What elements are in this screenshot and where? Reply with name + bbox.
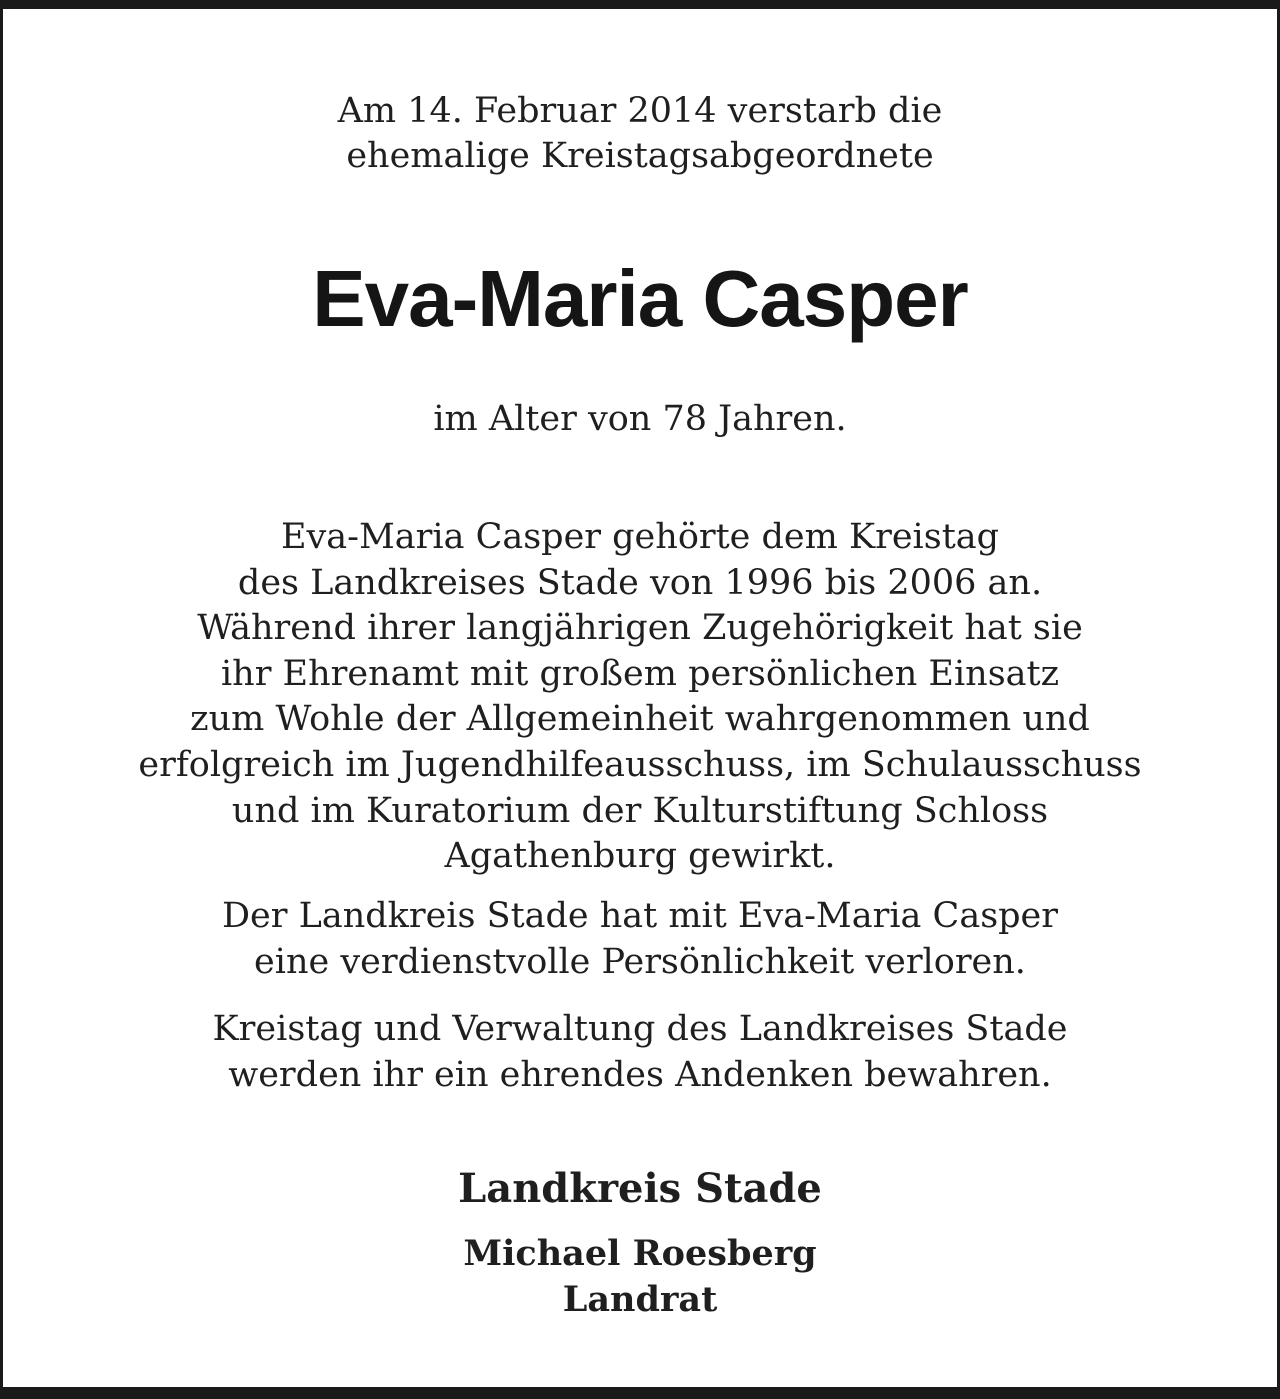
- intro-text: [3, 89, 1277, 179]
- paragraph-line: des Landkreises Stade von 1996 bis 2006 an.: [237, 562, 1043, 603]
- paragraph-line: erfolgreich im Jugendhilfeausschuss, im Schulausschuss: [138, 744, 1142, 785]
- paragraph-line: Der Landkreis Stade hat mit Eva-Maria Casper: [221, 896, 1059, 936]
- paragraph-line: werden ihr ein ehrendes Andenken bewahren.: [228, 1054, 1052, 1095]
- paragraph-line: Agathenburg gewirkt.: [444, 836, 836, 877]
- signature-organization: Landkreis Stade: [458, 1165, 822, 1212]
- age-text: im Alter von 78 Jahren.: [433, 399, 847, 439]
- paragraph-line: und im Kuratorium der Kulturstiftung Schloss: [231, 790, 1049, 831]
- paragraph-line: eine verdienstvolle Persönlichkeit verloren.: [254, 941, 1026, 982]
- intro-line: Am 14. Februar 2014 verstarb die: [337, 91, 943, 131]
- tribute-paragraph-1: [3, 515, 1277, 880]
- paragraph-line: Kreistag und Verwaltung des Landkreises Stade: [212, 1009, 1068, 1049]
- tribute-paragraph-2: [3, 894, 1277, 985]
- deceased-name: Eva-Maria Casper: [312, 254, 968, 343]
- signature-block: [3, 1231, 1277, 1323]
- intro-line: ehemalige Kreistagsabgeordnete: [346, 136, 934, 176]
- paragraph-line: zum Wohle der Allgemeinheit wahrgenommen und: [190, 699, 1090, 740]
- paragraph-line: ihr Ehrenamt mit großem persönlichen Einsatz: [220, 653, 1060, 694]
- signer-name: Michael Roesberg: [463, 1233, 817, 1274]
- tribute-paragraph-3: [3, 1007, 1277, 1098]
- signer-title: Landrat: [562, 1279, 718, 1320]
- paragraph-line: Eva-Maria Casper gehörte dem Kreistag: [280, 517, 1000, 557]
- paragraph-line: Während ihrer langjährigen Zugehörigkeit hat sie: [197, 608, 1083, 649]
